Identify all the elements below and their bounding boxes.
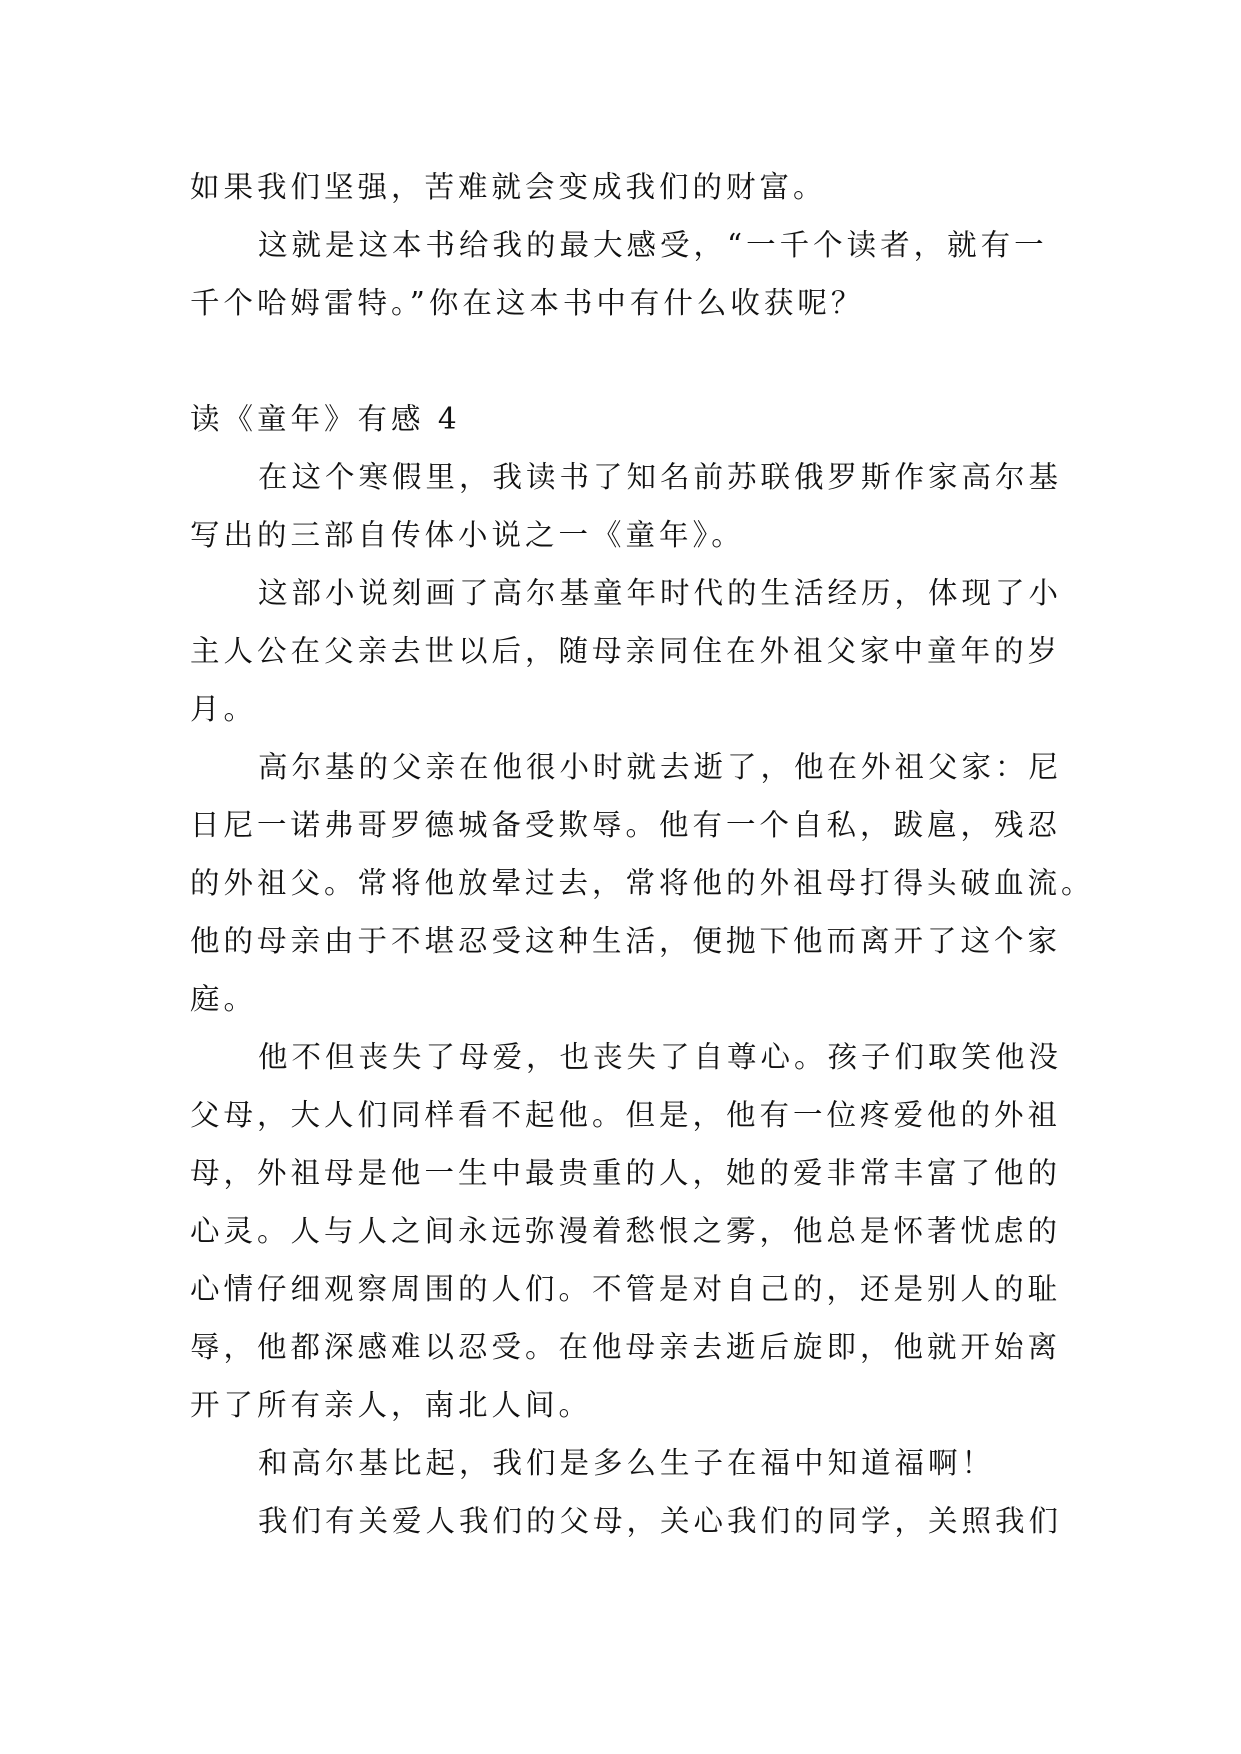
paragraph-group-after [190, 448, 1095, 1550]
text-line: 日尼一诺弗哥罗德城备受欺辱。他有一个自私，跋扈，残忍 [190, 808, 1062, 842]
text-line: 月。 [190, 692, 258, 726]
text-line: 辱，他都深感难以忍受。在他母亲去逝后旋即，他就开始离 [190, 1330, 1062, 1364]
text-line: 父母，大人们同样看不起他。但是，他有一位疼爱他的外祖 [190, 1098, 1062, 1132]
text-line: 我们有关爱人我们的父母，关心我们的同学，关照我们 [258, 1504, 1063, 1538]
text-line: 写出的三部自传体小说之一《童年》。 [190, 518, 745, 552]
document-body [190, 158, 1095, 1550]
text-line: 他的母亲由于不堪忍受这种生活，便抛下他而离开了这个家 [190, 924, 1062, 958]
text-line: 在这个寒假里，我读书了知名前苏联俄罗斯作家高尔基 [258, 460, 1063, 494]
text-line: 千个哈姆雷特。”你在这本书中有什么收获呢？ [190, 286, 865, 320]
text-line: 这部小说刻画了高尔基童年时代的生活经历，体现了小 [258, 576, 1063, 610]
paragraph-group-before [190, 158, 1050, 332]
text-line: 心情仔细观察周围的人们。不管是对自己的，还是别人的耻 [190, 1272, 1062, 1306]
text-line: 这就是这本书给我的最大感受，“一千个读者，就有一 [258, 228, 1048, 262]
text-line: 庭。 [190, 982, 258, 1016]
text-line: 心灵。人与人之间永远弥漫着愁恨之雾，他总是怀著忧虑的 [190, 1214, 1062, 1248]
text-line: 高尔基的父亲在他很小时就去逝了，他在外祖父家：尼 [258, 750, 1063, 784]
section-spacer [190, 332, 1050, 390]
section-title: 读《童年》有感 4 [190, 402, 461, 436]
text-line: 和高尔基比起，我们是多么生子在福中知道福啊！ [258, 1446, 996, 1480]
text-line: 如果我们坚强，苦难就会变成我们的财富。 [190, 170, 827, 204]
text-line: 母，外祖母是他一生中最贵重的人，她的爱非常丰富了他的 [190, 1156, 1062, 1190]
text-line: 他不但丧失了母爱，也丧失了自尊心。孩子们取笑他没 [258, 1040, 1063, 1074]
text-line: 主人公在父亲去世以后，随母亲同住在外祖父家中童年的岁 [190, 634, 1062, 668]
text-line: 的外祖父。常将他放晕过去，常将他的外祖母打得头破血流。 [190, 866, 1095, 900]
text-line: 开了所有亲人，南北人间。 [190, 1388, 593, 1422]
